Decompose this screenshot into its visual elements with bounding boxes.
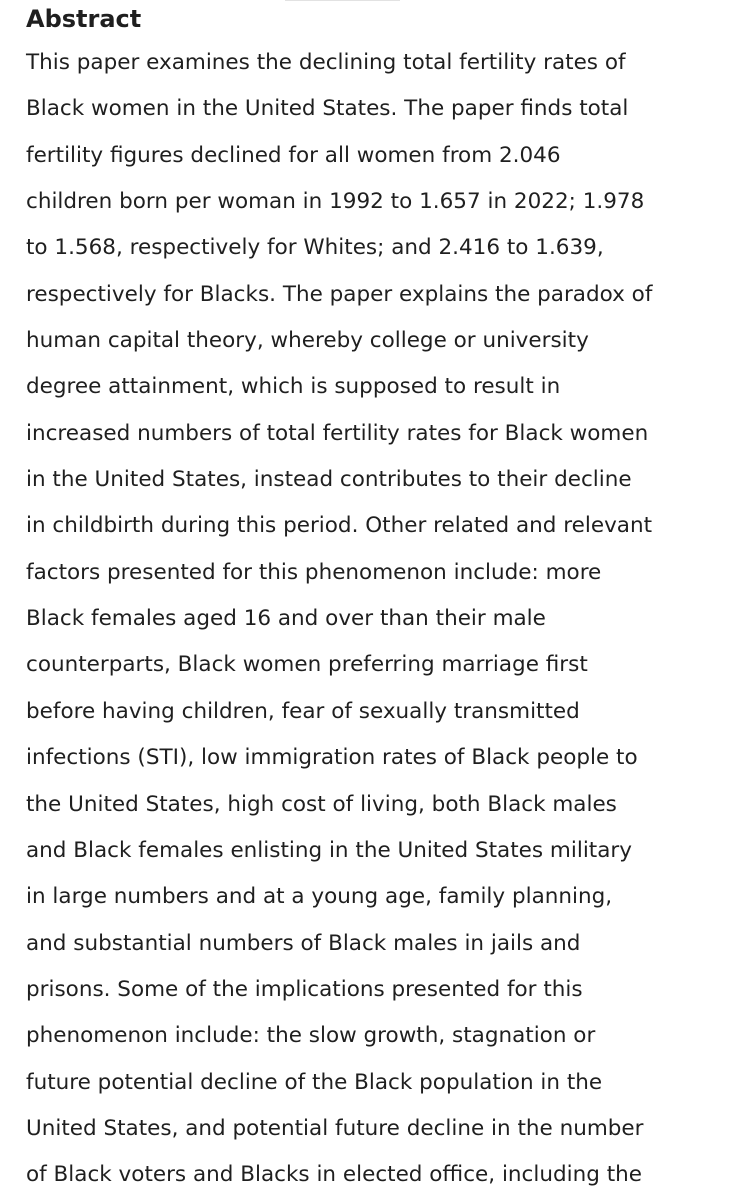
abstract-line: in the United States, instead contributes to their decline [26, 467, 632, 493]
abstract-line: and Black females enlisting in the United States military [26, 837, 632, 863]
abstract-line: Black females aged 16 and over than their male [26, 606, 546, 632]
abstract-line: degree attainment, which is supposed to result in [26, 374, 561, 400]
abstract-line: increased numbers of total fertility rates for Black women [26, 420, 649, 446]
abstract-line: counterparts, Black women preferring marriage first [26, 652, 588, 678]
abstract-line: United States, and potential future decline in the number [26, 1115, 644, 1141]
abstract-line: in childbirth during this period. Other related and relevant [26, 513, 653, 539]
abstract-line: children born per woman in 1992 to 1.657 in 2022; 1.978 [26, 189, 645, 215]
abstract-line: respectively for Blacks. The paper explains the paradox of [26, 281, 653, 307]
abstract-line: future potential decline of the Black population in the [26, 1069, 603, 1095]
abstract-line: before having children, fear of sexually transmitted [26, 698, 580, 724]
abstract-line: phenomenon include: the slow growth, stagnation or [26, 1023, 596, 1049]
abstract-line: infections (STI), low immigration rates of Black people to [26, 745, 638, 771]
abstract-line: and substantial numbers of Black males in jails and [26, 930, 581, 956]
abstract-line: prisons. Some of the implications presented for this [26, 976, 583, 1002]
abstract-line: to 1.568, respectively for Whites; and 2.416 to 1.639, [26, 235, 604, 261]
abstract-heading: Abstract [26, 5, 142, 33]
abstract-line: the United States, high cost of living, both Black males [26, 791, 617, 817]
abstract-body [26, 40, 730, 1199]
abstract-line: factors presented for this phenomenon include: more [26, 559, 602, 585]
abstract-line: This paper examines the declining total fertility rates of [26, 50, 626, 75]
abstract-line: Black women in the United States. The paper finds total [26, 96, 629, 122]
abstract-line: of Black voters and Blacks in elected office, including the [26, 1162, 642, 1188]
abstract-line: in large numbers and at a young age, family planning, [26, 884, 613, 910]
abstract-line: human capital theory, whereby college or university [26, 328, 589, 354]
abstract-line: fertility figures declined for all women from 2.046 [26, 142, 561, 168]
